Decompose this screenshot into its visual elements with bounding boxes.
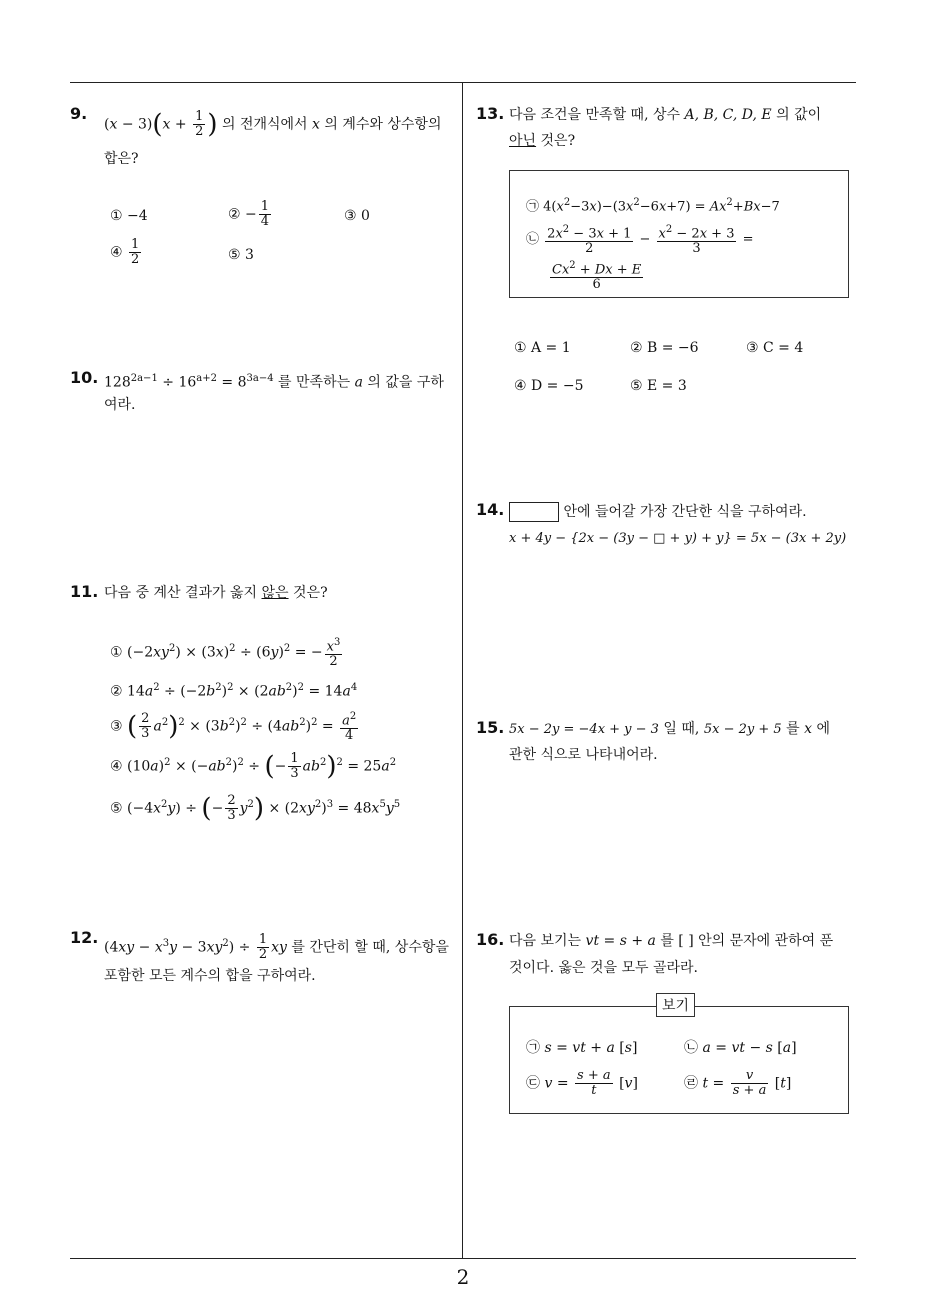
option-3[interactable]: ③ ( $\frac{2}{3}$ $a^2)^2 \times (3b^2)^2 \div (4ab^2)^2$ = $\frac{a^2}{4}$ xyxy=(110,711,357,744)
question-11 xyxy=(70,582,460,832)
question-stem: 5x − 2y = −4x + y − 3 일 때, 5x − 2y + 5 를 x 에 xyxy=(509,721,830,737)
condition-2: ㉡ $\frac{2x^2 - 3x + 1}{2}$ − $\frac{x^2 - 2x + 3}{3}$ = xyxy=(526,224,754,257)
option-4[interactable]: ④ $(10a)^2 \times (-ab^2)^2$ ÷ (− $\frac{1}{3}$ $ab^2)^2 = 25a^2$ xyxy=(110,751,397,782)
option-2[interactable]: ② − $\frac{1}{4}$ xyxy=(228,199,270,229)
condition-2-rhs: $\frac{Cx^2 + Dx + E}{6}$ xyxy=(552,260,642,293)
option-1[interactable]: ① A = 1 xyxy=(514,340,571,356)
question-9 xyxy=(70,104,460,274)
option-2[interactable]: ② $14a^2 \div (-2b^2)^2 \times (2ab^2)^2 = 14a^4$ xyxy=(110,682,358,700)
example-2: ㉡ a = vt − s [a] xyxy=(684,1040,797,1056)
answer-blank-box xyxy=(509,502,559,522)
example-3: ㉢ v = $\frac{s + a}{t}$ [v] xyxy=(526,1068,638,1098)
question-equation: x + 4y − {2x − (3y − □ + y) + y} = 5x − (3x + 2y) xyxy=(509,531,847,546)
question-stem: $128^{2a-1} \div 16^{a+2} = 8^{3a-4}$ 를 만족하는 a 의 값을 구하 xyxy=(104,373,444,391)
option-3[interactable]: ③ 0 xyxy=(344,208,370,224)
column-divider xyxy=(462,82,463,1258)
question-10 xyxy=(70,368,460,428)
question-number: 11. xyxy=(70,582,99,601)
question-stem: 다음 보기는 vt = s + a 를 [ ] 안의 문자에 관하여 푼 xyxy=(509,933,834,949)
option-1[interactable]: ① −4 xyxy=(110,208,148,224)
question-number: 13. xyxy=(476,104,505,123)
page-number: 2 xyxy=(456,1265,470,1289)
question-stem-cont: 포함한 모든 계수의 합을 구하여라. xyxy=(104,968,316,984)
option-3[interactable]: ③ C = 4 xyxy=(746,340,804,356)
question-stem: 안에 들어갈 가장 간단한 식을 구하여라. xyxy=(509,502,807,522)
question-stem: 다음 중 계산 결과가 옳지 않은 것은? xyxy=(104,585,328,601)
example-box-label: 보기 xyxy=(656,993,695,1017)
condition-1: ㉠ $4(x^2-3x)-(3x^2-6x+7) = Ax^2+Bx-7$ xyxy=(526,197,780,215)
example-1: ㉠ s = vt + a [s] xyxy=(526,1040,638,1056)
option-1[interactable]: ① $(-2xy^2) \times (3x)^2 \div (6y)^2$ = − $\frac{x^3}{2}$ xyxy=(110,637,341,670)
option-4[interactable]: ④ D = −5 xyxy=(514,378,584,394)
question-stem: (x − 3)(x + $\frac{1}{2}$ ) 의 전개식에서 x 의 계수와 상수항의 xyxy=(104,109,442,140)
example-4: ㉣ t = $\frac{v}{s + a}$ [t] xyxy=(684,1068,792,1098)
condition-box xyxy=(509,170,849,298)
question-stem: $(4xy - x^3y - 3xy^2)$ ÷ $\frac{1}{2}$ xy 를 간단히 할 때, 상수항을 xyxy=(104,932,449,962)
bottom-rule xyxy=(70,1258,856,1259)
question-stem-cont: 관한 식으로 나타내어라. xyxy=(509,747,658,763)
question-12 xyxy=(70,928,460,998)
question-15 xyxy=(476,718,856,778)
question-13 xyxy=(476,104,856,404)
question-number: 16. xyxy=(476,930,505,949)
question-number: 10. xyxy=(70,368,99,387)
top-rule xyxy=(70,82,856,83)
example-box xyxy=(509,1006,849,1114)
question-number: 12. xyxy=(70,928,99,947)
question-14 xyxy=(476,500,856,560)
question-number: 15. xyxy=(476,718,505,737)
question-stem-cont: 합은? xyxy=(104,151,139,167)
question-stem: 다음 조건을 만족할 때, 상수 A, B, C, D, E 의 값이 xyxy=(509,107,822,123)
question-number: 14. xyxy=(476,500,505,519)
question-stem-cont: 여라. xyxy=(104,397,136,413)
option-5[interactable]: ⑤ $(-4x^2y)$ ÷ (− $\frac{2}{3}$ $y^2) \times (2xy^2)^3 = 48x^5y^5$ xyxy=(110,793,401,824)
option-4[interactable]: ④ $\frac{1}{2}$ xyxy=(110,237,140,267)
question-16 xyxy=(476,930,856,1120)
question-stem-cont: 아닌 것은? xyxy=(509,133,576,149)
option-5[interactable]: ⑤ E = 3 xyxy=(630,378,687,394)
question-stem-cont: 것이다. 옳은 것을 모두 골라라. xyxy=(509,960,698,976)
option-5[interactable]: ⑤ 3 xyxy=(228,247,254,263)
option-2[interactable]: ② B = −6 xyxy=(630,340,699,356)
question-number: 9. xyxy=(70,104,88,123)
